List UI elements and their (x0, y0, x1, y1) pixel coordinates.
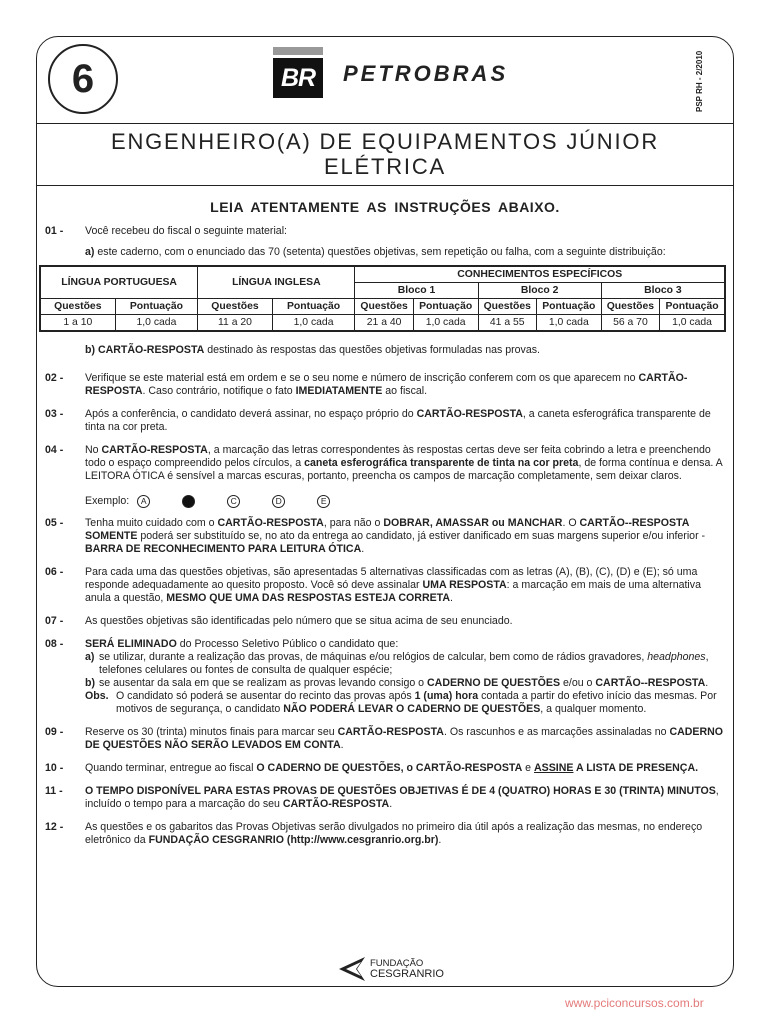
sub-text (99, 677, 708, 690)
bold-term: CARTÃO--RESPOSTA SOMENTE (85, 517, 689, 542)
item-number: 05 - (45, 517, 64, 529)
exam-code: PSP RH - 2/2010 (695, 50, 704, 112)
sub-label: a) (85, 246, 95, 258)
bold-term: FUNDAÇÃO CESGRANRIO (http://www.cesgranrio.org.br) (148, 834, 439, 846)
item-number: 10 - (45, 762, 64, 774)
instruction-01 (45, 225, 725, 238)
italic-term: headphones (647, 651, 706, 663)
table-cell: 11 a 20 (198, 315, 272, 332)
bold-underlined-term: ASSINE (534, 762, 574, 774)
item-text: , a qualquer momento. (540, 703, 647, 715)
item-number: 07 - (45, 615, 64, 627)
bold-term: CARTÃO-RESPOSTA (282, 798, 390, 810)
item-text: . Caso contrário, notifique o fato (142, 385, 296, 397)
bold-term: SERÁ ELIMINADO (85, 638, 177, 650)
instruction-12 (45, 821, 725, 847)
item-number: 03 - (45, 408, 64, 420)
table-cell: 21 a 40 (355, 315, 413, 332)
example-bubbles (85, 495, 725, 508)
item-text: e/ou o (560, 677, 596, 689)
item-number: 09 - (45, 726, 64, 738)
instruction-08-obs (85, 690, 725, 716)
table-header-bloco: Bloco 2 (478, 283, 601, 299)
distribution-table (39, 265, 726, 332)
exam-title (37, 129, 733, 179)
bubble-a: A (137, 495, 150, 508)
instruction-09 (45, 726, 725, 752)
title-line-2: ELÉTRICA (324, 154, 446, 179)
item-text: Tenha muito cuidado com o (85, 517, 218, 529)
table-col-header: Questões (355, 299, 413, 315)
item-text: As questões e os gabaritos das Provas Objetivas serão divulgados no primeiro dia útil após a realização das mesmas, no endereço eletrônico da (85, 821, 703, 846)
cesgranrio-arrow-icon (337, 954, 367, 984)
table-cell: 1,0 cada (272, 315, 355, 332)
instruction-01-a (45, 246, 725, 259)
table-header-portuguese: LÍNGUA PORTUGUESA (40, 266, 198, 299)
table-cell: 1,0 cada (413, 315, 478, 332)
instruction-05 (45, 517, 725, 556)
item-number: 06 - (45, 566, 64, 578)
table-header-bloco: Bloco 1 (355, 283, 478, 299)
sub-text: este caderno, com o enunciado das 70 (setenta) questões objetivas, sem repetição ou falha, com a seguinte distribuição: (97, 246, 666, 258)
item-text: . (389, 798, 393, 810)
bold-term: O TEMPO DISPONÍVEL PARA ESTAS PROVAS DE QUESTÕES OBJETIVAS É DE 4 (QUATRO) HORAS E 30 (TRINTA) MINUTOS (85, 785, 716, 797)
petrobras-logo (273, 47, 323, 98)
table-col-header: Questões (40, 299, 115, 315)
instruction-01-b (45, 344, 725, 357)
instruction-08 (45, 638, 725, 716)
item-text: O candidato só poderá se ausentar do recinto das provas após (116, 690, 415, 702)
item-text: , para não o (323, 517, 384, 529)
petrobras-wordmark: PETROBRAS (343, 61, 509, 86)
bold-term: CARTÃO-RESPOSTA (217, 517, 324, 529)
table-header-bloco: Bloco 3 (601, 283, 725, 299)
item-number: 02 - (45, 372, 64, 384)
example-label: Exemplo: (85, 495, 130, 507)
item-text: . (340, 739, 344, 751)
instructions-heading: LEIA ATENTAMENTE AS INSTRUÇÕES ABAIXO. (210, 199, 560, 215)
bold-term: CARTÃO-RESPOSTA (416, 408, 523, 420)
table-row (40, 315, 725, 332)
item-text: ao fiscal. (382, 385, 428, 397)
item-text: Após a conferência, o candidato deverá assinar, no espaço próprio do (85, 408, 417, 420)
bold-term: IMEDIATAMENTE (295, 385, 383, 397)
table-cell: 1,0 cada (660, 315, 725, 332)
instruction-11 (45, 785, 725, 811)
distribution-table-wrap (45, 265, 725, 332)
item-text: No (85, 444, 102, 456)
footer-line-1: FUNDAÇÃO (370, 958, 424, 969)
bold-term: NÃO PODERÁ LEVAR O CADERNO DE QUESTÕES (283, 703, 541, 715)
table-col-header: Pontuação (536, 299, 601, 315)
item-text: . Os rascunhos e as marcações assinaladas no (443, 726, 670, 738)
title-divider (37, 185, 733, 186)
item-text: Quando terminar, entregue ao fiscal (85, 762, 257, 774)
item-text: e (522, 762, 534, 774)
item-text: . (361, 543, 365, 555)
item-number: 11 - (45, 785, 63, 797)
item-number: 01 - (45, 225, 64, 237)
item-text: , a caneta esferográfica transparente de tinta na cor preta. (85, 408, 711, 433)
watermark: www.pciconcursos.com.br (565, 996, 704, 1010)
table-cell: 41 a 55 (478, 315, 536, 332)
title-line-1: ENGENHEIRO(A) DE EQUIPAMENTOS JÚNIOR (110, 129, 660, 154)
bold-term: CARTÃO--RESPOSTA (595, 677, 706, 689)
footer-line-2: CESGRANRIO (370, 968, 444, 980)
item-text: . (450, 592, 453, 604)
instruction-03 (45, 408, 725, 434)
bubble-filled (182, 495, 195, 508)
item-text: do Processo Seletivo Público o candidato que: (176, 638, 399, 650)
bold-term: caneta esferográfica transparente de tinta na cor preta (304, 457, 579, 469)
item-text: poderá ser substituído se, no ato da entrega ao candidato, já estiver danificado em suas margens superior e/ou inferior - (137, 530, 706, 542)
header (37, 37, 733, 124)
bold-term: CARTÃO-RESPOSTA (97, 344, 205, 356)
example-row (45, 495, 725, 508)
instruction-06 (45, 566, 725, 605)
item-number: 04 - (45, 444, 64, 456)
sub-label: a) (85, 651, 95, 663)
item-text: Verifique se este material está em ordem e se o seu nome e número de inscrição conferem com os que aparecem no (85, 372, 639, 384)
item-text: , a marcação das letras correspondentes às respostas certas deve ser feita cobrindo a letra e preenchendo todo o espaço compreendido pelos círculos, a (85, 444, 711, 469)
bold-term: CARTÃO-RESPOSTA (85, 372, 688, 397)
exam-number-badge: 6 (48, 44, 118, 114)
table-cell: 1 a 10 (40, 315, 115, 332)
item-text: Para cada uma das questões objetivas, são apresentadas 5 alternativas classificadas com as letras (A), (B), (C), (D) e (E); só uma responde adequadamente ao quesito proposto. Você só deve assinalar (85, 566, 698, 591)
table-cell: 1,0 cada (115, 315, 198, 332)
item-text: . (438, 834, 442, 846)
table-col-header: Questões (198, 299, 272, 315)
table-cell: 1,0 cada (536, 315, 601, 332)
exam-frame (36, 36, 734, 987)
sub-label: b) (85, 344, 95, 356)
logo-bar (273, 47, 323, 55)
obs-text (116, 690, 725, 716)
item-text: , incluído o tempo para a marcação do seu (85, 785, 719, 810)
obs-label: Obs. (85, 690, 109, 702)
table-col-header: Pontuação (413, 299, 478, 315)
br-logo-mark: BR (273, 58, 323, 98)
table-col-header: Pontuação (115, 299, 198, 315)
table-col-header: Questões (478, 299, 536, 315)
instructions-list (45, 225, 725, 847)
bold-term: BARRA DE RECONHECIMENTO PARA LEITURA ÓTICA (85, 543, 362, 555)
item-text: As questões objetivas são identificadas pelo número que se situa acima de seu enunciado. (85, 615, 513, 627)
instruction-04 (45, 444, 725, 483)
item-text: contada a partir do efetivo início das mesmas. Por motivos de segurança, o candidato (116, 690, 717, 715)
item-text: , telefones celulares ou fontes de consulta de qualquer espécie; (99, 651, 709, 676)
cesgranrio-logo (337, 954, 444, 984)
bold-term: CADERNO DE QUESTÕES NÃO SERÃO LEVADOS EM CONTA (85, 726, 724, 751)
item-text: . (705, 677, 709, 689)
table-col-header: Questões (601, 299, 659, 315)
bubble-e: E (317, 495, 330, 508)
bold-term: DOBRAR, AMASSAR ou MANCHAR (383, 517, 563, 529)
item-text: se utilizar, durante a realização das provas, de máquinas e/ou relógios de calcular, bem como de rádios gravadores, (99, 651, 648, 663)
bold-term: A LISTA DE PRESENÇA. (573, 762, 699, 774)
item-text: , de forma contínua e densa. A LEITORA ÓTICA é sensível a marcas escuras, portanto, preencha os campos de marcação completamente, sem deixar claros. (85, 457, 723, 482)
instruction-02 (45, 372, 725, 398)
table-cell: 56 a 70 (601, 315, 659, 332)
bold-term: CARTÃO-RESPOSTA (337, 726, 444, 738)
sub-label: b) (85, 677, 95, 689)
table-col-header: Pontuação (660, 299, 725, 315)
bold-term: 1 (uma) hora (414, 690, 479, 702)
instruction-10 (45, 762, 725, 775)
instruction-07 (45, 615, 725, 628)
sub-text: destinado às respostas das questões objetivas formuladas nas provas. (204, 344, 540, 356)
bold-term: O CADERNO DE QUESTÕES, o CARTÃO-RESPOSTA (256, 762, 523, 774)
bold-term: CARTÃO-RESPOSTA (101, 444, 208, 456)
item-number: 12 - (45, 821, 64, 833)
item-text: . O (562, 517, 580, 529)
instruction-08-b (85, 677, 725, 690)
item-text: : a marcação em mais de uma alternativa anula a questão, (85, 579, 701, 604)
table-col-header: Pontuação (272, 299, 355, 315)
bubble-d: D (272, 495, 285, 508)
instruction-08-a (85, 651, 725, 677)
table-header-specific: CONHECIMENTOS ESPECÍFICOS (355, 266, 725, 283)
bubble-c: C (227, 495, 240, 508)
table-header-english: LÍNGUA INGLESA (198, 266, 355, 299)
bold-term: CADERNO DE QUESTÕES (427, 677, 561, 689)
item-number: 08 - (45, 638, 64, 650)
bold-term: MESMO QUE UMA DAS RESPOSTAS ESTEJA CORRETA (166, 592, 450, 604)
bold-term: UMA RESPOSTA (422, 579, 507, 591)
item-text: se ausentar da sala em que se realizam as provas levando consigo o (99, 677, 428, 689)
item-text: Reserve os 30 (trinta) minutos finais para marcar seu (85, 726, 338, 738)
sub-text (99, 651, 725, 677)
cesgranrio-text (370, 958, 444, 980)
item-text: Você recebeu do fiscal o seguinte material: (85, 225, 287, 237)
